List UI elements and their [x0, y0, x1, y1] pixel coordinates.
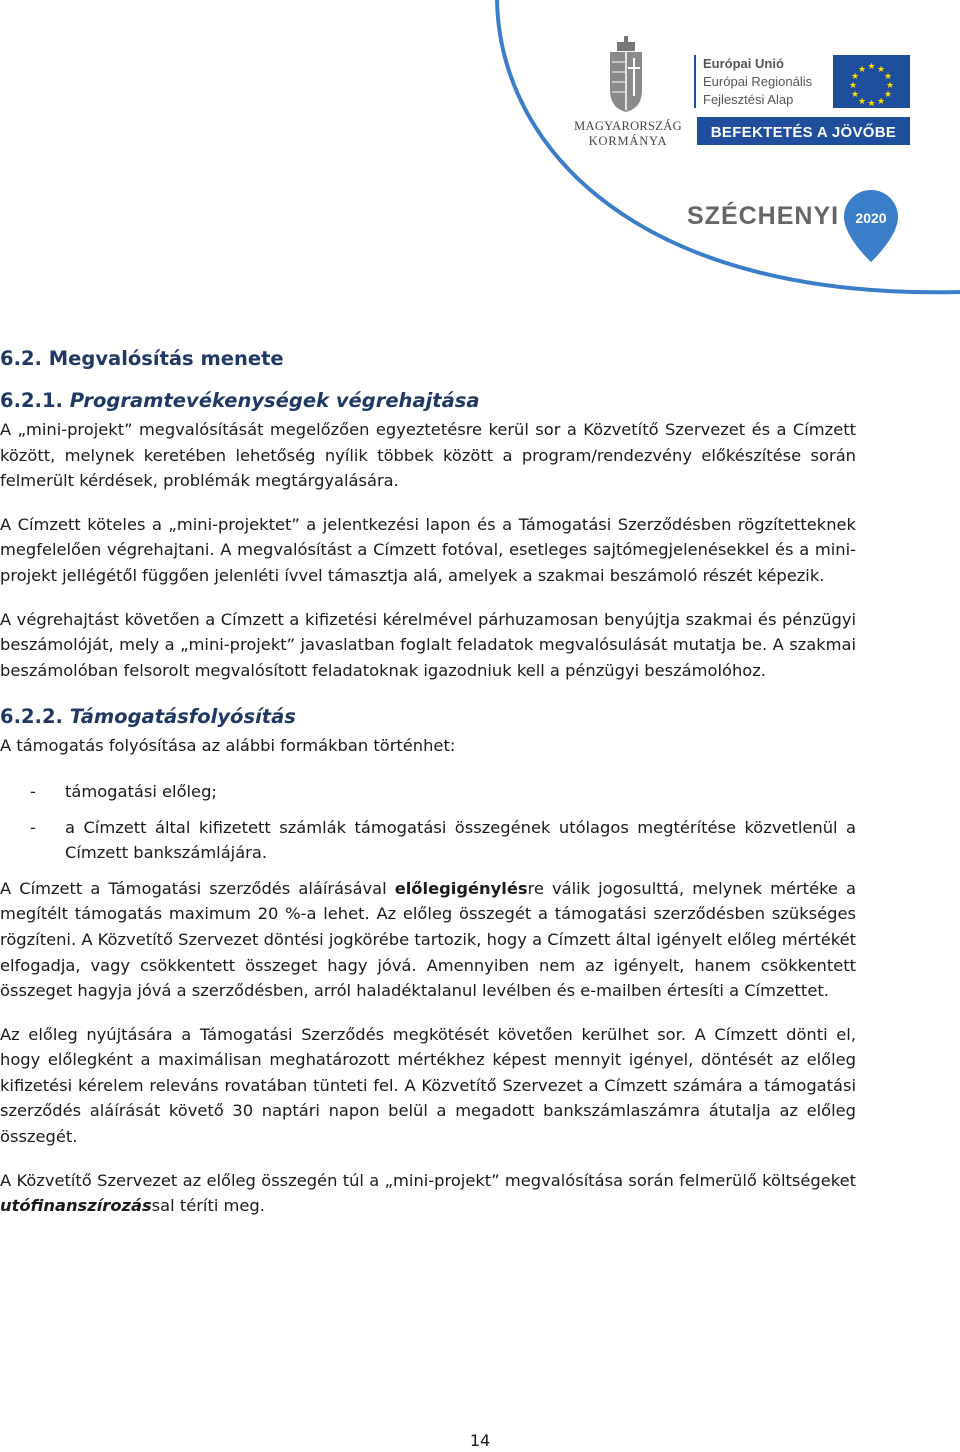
- svg-text:★: ★: [857, 65, 867, 75]
- heading-number: 6.2.2.: [0, 705, 70, 729]
- heading-title: Támogatásfolyósítás: [69, 705, 296, 729]
- svg-text:★: ★: [848, 81, 858, 91]
- list-dash: -: [30, 781, 36, 801]
- list-item-text: a Címzett által kifizetett számlák támogatási összegének utólagos megtérítése közvetlenül a Címzett bankszámlájára.: [65, 817, 856, 863]
- page-number: 14: [469, 1431, 491, 1450]
- gov-logo-line2: KORMÁNYA: [588, 134, 668, 148]
- svg-text:★: ★: [883, 72, 893, 82]
- svg-text:★: ★: [867, 99, 876, 109]
- svg-text:★: ★: [876, 97, 886, 107]
- heading-number: 6.2.1.: [0, 389, 70, 412]
- header-logos: [0, 0, 960, 330]
- list-dash: -: [30, 817, 36, 837]
- section-heading-6-2-2: [0, 703, 856, 731]
- gov-logo-line1: MAGYARORSZÁG: [574, 119, 682, 133]
- eu-text-line2: Európai Regionális: [703, 74, 813, 89]
- p5-post: re válik jogosulttá, melynek mértéke a megítélt támogatás maximum 20 %-a lehet. Az előleg összegét a támogatási szerződésben szükséges rögzíteni. A Közvetítő Szervezet döntési jogkörébe tartozik, hogy a Címzett által igényelt előleg mértékét elfogadja, vagy csökkentett összeget hagy jóvá. Amennyiben nem az igényelt, hanem csökkentett összeget hagyja jóvá a szerződésben, arról haladéktalanul levélben és e-mailben értesíti a Címzettet.: [0, 878, 856, 1001]
- section-heading-6-2-1: [0, 387, 856, 415]
- list-item: [0, 815, 856, 866]
- heading-title: Programtevékenységek végrehajtása: [69, 389, 480, 412]
- list-item-text: támogatási előleg;: [65, 781, 217, 801]
- p7-post: sal téríti meg.: [151, 1196, 265, 1216]
- szechenyi-year: 2020: [855, 210, 887, 226]
- svg-text:★: ★: [850, 90, 860, 100]
- svg-text:★: ★: [885, 81, 895, 91]
- p5-pre: A Címzett a Támogatási szerződés aláírásával: [0, 878, 395, 898]
- payment-forms-list: [0, 779, 856, 866]
- paragraph-5: [0, 876, 856, 1004]
- coat-of-arms-icon: [610, 36, 642, 112]
- eu-text-line3: Fejlesztési Alap: [703, 92, 794, 107]
- document-body: [0, 343, 856, 1219]
- p5-bold: előlegigénylés: [394, 878, 528, 898]
- paragraph-3: A végrehajtást követően a Címzett a kifizetési kérelmével párhuzamosan benyújtja szakmai és pénzügyi beszámolóját, mely a „mini-projekt” javaslatban foglalt feladatok megvalósulását mutatja be. A szakmai beszámolóban felsorolt megvalósított feladatoknak igazodniuk kell a pénzügyi beszámolóhoz.: [0, 609, 856, 680]
- svg-text:★: ★: [850, 72, 860, 82]
- p7-pre: A Közvetítő Szervezet az előleg összegén túl a „mini-projekt” megvalósítása során felmerülő költségeket: [0, 1170, 856, 1190]
- szechenyi-name: SZÉCHENYI: [687, 202, 840, 230]
- list-item: [0, 779, 856, 805]
- p7-bold-italic: utófinanszírozás: [0, 1196, 152, 1216]
- eu-flag-icon: [833, 55, 910, 109]
- svg-text:★: ★: [867, 62, 876, 72]
- eu-banner-text: BEFEKTETÉS A JÖVŐBE: [710, 124, 897, 141]
- svg-text:★: ★: [857, 97, 867, 107]
- section-heading-6-2: 6.2. Megvalósítás menete: [0, 347, 284, 370]
- szechenyi-pin-icon: [844, 190, 898, 262]
- svg-text:★: ★: [876, 65, 886, 75]
- paragraph-4: A támogatás folyósítása az alábbi formákban történhet:: [0, 736, 456, 756]
- paragraph-2: A Címzett köteles a „mini-projektet” a jelentkezési lapon és a Támogatási Szerződésben rögzítetteknek megfelelően végrehajtani. A megvalósítást a Címzett fotóval, esetleges sajtómegjelenésekkel és a mini-projekt jellégétől függően jelenléti ívvel támasztja alá, amelyek a szakmai beszámoló részét képezik.: [0, 514, 856, 585]
- paragraph-7: [0, 1168, 856, 1219]
- svg-text:★: ★: [883, 90, 893, 100]
- paragraph-1: A „mini-projekt” megvalósítását megelőzően egyeztetésre kerül sor a Közvetítő Szervezet és a Címzett között, melynek keretében lehetőség nyílik többek között a program/rendezvény előkészítése során felmerült kérdések, problémák megtárgyalására.: [0, 420, 856, 491]
- paragraph-6: Az előleg nyújtására a Támogatási Szerződés megkötését követően kerülhet sor. A Címzett dönti el, hogy előlegként a maximálisan meghatározott mértékhez képest mennyit igényel, döntését az előleg kifizetési kérelem releváns rovatában tünteti fel. A Közvetítő Szervezet a Címzett számára a támogatási szerződés aláírását követő 30 naptári napon belül a megadott bankszámlaszámra átutalja az előleg összegét.: [0, 1024, 856, 1147]
- eu-text-line1: Európai Unió: [703, 56, 784, 71]
- decorative-arc: [497, 0, 960, 292]
